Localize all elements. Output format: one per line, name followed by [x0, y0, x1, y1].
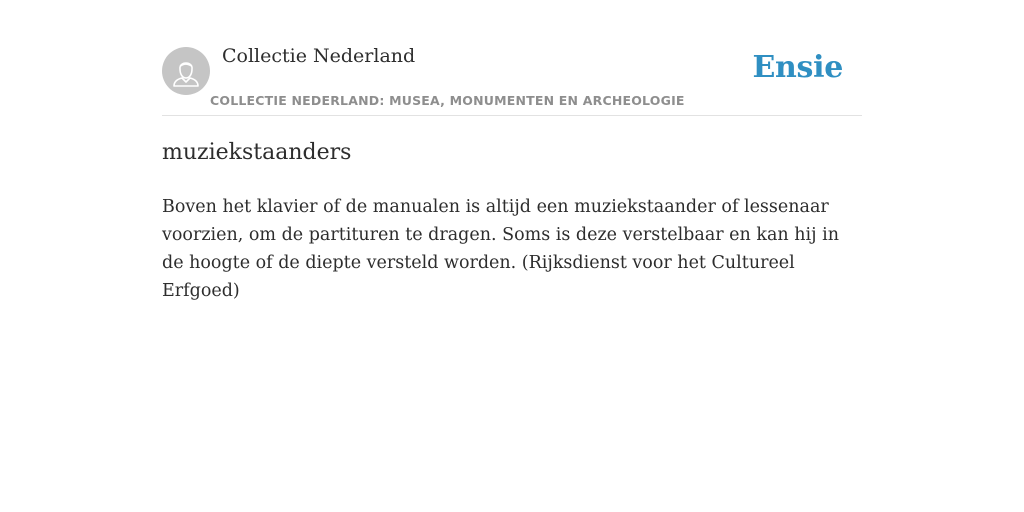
page-container	[162, 0, 862, 301]
ensie-logo-link[interactable]: Ensie	[752, 50, 843, 85]
entry-header	[162, 0, 862, 116]
author-avatar[interactable]	[162, 47, 210, 95]
entry-term: muziekstaanders	[162, 140, 352, 165]
author-subtitle: COLLECTIE NEDERLAND: MUSEA, MONUMENTEN EN ARCHEOLOGIE	[210, 93, 685, 108]
author-name[interactable]: Collectie Nederland	[222, 45, 416, 67]
user-avatar-icon	[162, 47, 210, 95]
entry-definition: Boven het klavier of de manualen is altijd een muziekstaander of lessenaar voorzien, om de partituren te dragen. Soms is deze verstelbaar en kan hij in de hoogte of de diepte versteld worden. (Rijksdienst voor het Cultureel Erfgoed)	[162, 197, 839, 301]
